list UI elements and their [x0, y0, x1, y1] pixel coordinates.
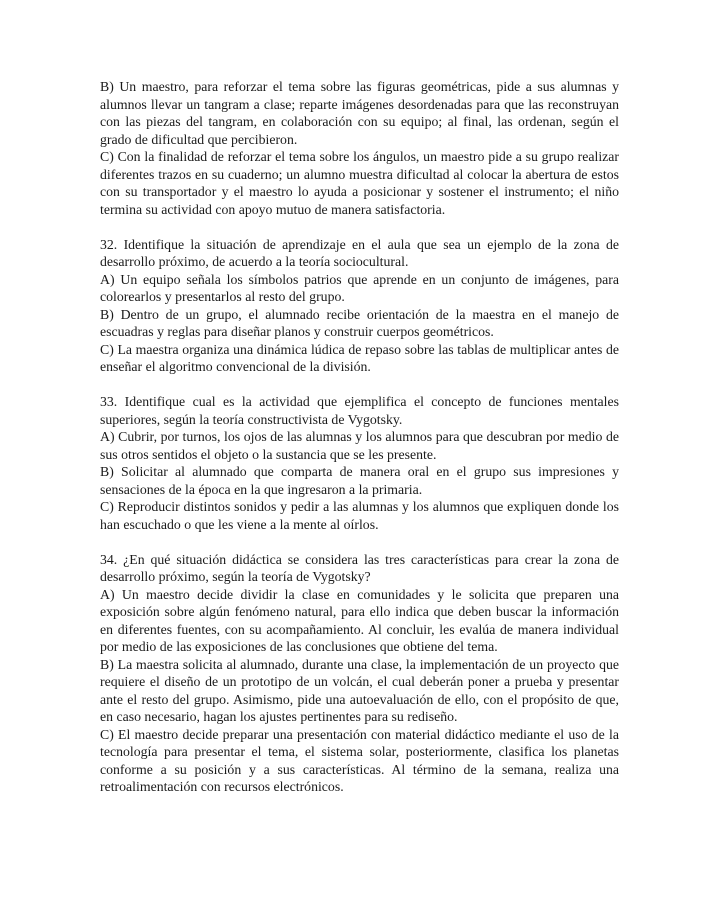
question-34-stem: 34. ¿En qué situación didáctica se considera las tres características para crear la zona de desarrollo próximo, según la teoría de Vygotsky?: [100, 551, 619, 584]
question-32: [100, 236, 619, 376]
option-32-a: A) Un equipo señala los símbolos patrios que aprende en un conjunto de imágenes, para colorearlos y presentarlos al resto del grupo.: [100, 271, 619, 304]
question-32-stem: 32. Identifique la situación de aprendizaje en el aula que sea un ejemplo de la zona de desarrollo próximo, de acuerdo a la teoría sociocultural.: [100, 236, 619, 269]
question-33: [100, 393, 619, 533]
option-32-c: C) La maestra organiza una dinámica lúdica de repaso sobre las tablas de multiplicar antes de enseñar el algoritmo convencional de la división.: [100, 341, 619, 374]
option-33-c: C) Reproducir distintos sonidos y pedir a las alumnas y los alumnos que expliquen donde los han escuchado o que les viene a la mente al oírlos.: [100, 499, 619, 532]
question-33-stem: 33. Identifique cual es la actividad que ejemplifica el concepto de funciones mentales superiores, según la teoría constructivista de Vygotsky.: [100, 394, 619, 427]
document-page: [100, 78, 619, 813]
question-34: [100, 551, 619, 796]
option-32-b: B) Dentro de un grupo, el alumnado recibe orientación de la maestra en el manejo de escuadras y reglas para diseñar planos y construir cuerpos geométricos.: [100, 306, 619, 339]
option-34-a: A) Un maestro decide dividir la clase en comunidades y le solicita que preparen una exposición sobre algún fenómeno natural, para ello indica que deben buscar la información en diferentes fuentes, con su acompañamiento. Al concluir, les evalúa de manera individual por medio de las exposiciones de las conclusiones que obtiene del tema.: [100, 586, 619, 654]
option-34-c: C) El maestro decide preparar una presentación con material didáctico mediante el uso de la tecnología para presentar el tema, el sistema solar, posteriormente, clasifica los planetas conforme a su posición y a sus características. Al término de la semana, realiza una retroalimentación con recursos electrónicos.: [100, 726, 619, 794]
option-31-c: C) Con la finalidad de reforzar el tema sobre los ángulos, un maestro pide a su grupo realizar diferentes trazos en su cuaderno; un alumno muestra dificultad al colocar la abertura de estos con su transportador y el maestro lo ayuda a posicionar y sostener el instrumento; el niño termina su actividad con apoyo mutuo de manera satisfactoria.: [100, 149, 619, 217]
question-31-options-continued: [100, 78, 619, 218]
option-31-b: B) Un maestro, para reforzar el tema sobre las figuras geométricas, pide a sus alumnas y alumnos llevar un tangram a clase; reparte imágenes desordenadas para que las reconstruyan con las piezas del tangram, en colaboración con su equipo; al final, las ordenan, según el grado de dificultad que percibieron.: [100, 79, 619, 147]
option-33-b: B) Solicitar al alumnado que comparta de manera oral en el grupo sus impresiones y sensaciones de la época en la que ingresaron a la primaria.: [100, 464, 619, 497]
option-34-b: B) La maestra solicita al alumnado, durante una clase, la implementación de un proyecto que requiere el diseño de un prototipo de un volcán, el cual deberán poner a prueba y presentar ante el resto del grupo. Asimismo, pide una autoevaluación de ello, con el propósito de que, en caso necesario, hagan los ajustes pertinentes para su rediseño.: [100, 656, 619, 724]
option-33-a: A) Cubrir, por turnos, los ojos de las alumnas y los alumnos para que descubran por medio de sus otros sentidos el objeto o la sustancia que se les presente.: [100, 429, 619, 462]
